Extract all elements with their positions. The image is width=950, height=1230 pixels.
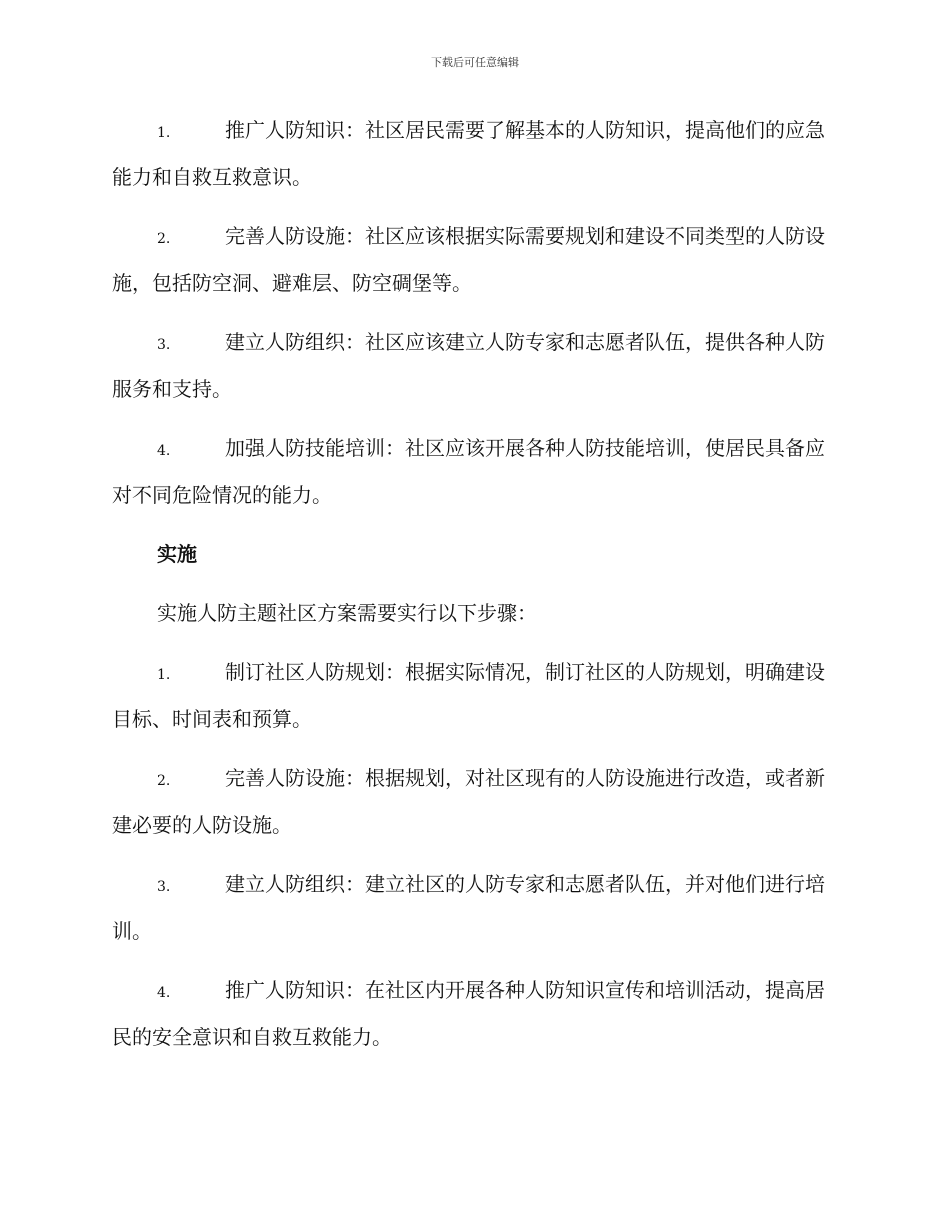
list-number: 3. <box>157 879 171 895</box>
list-text: 加强人防技能培训：社区应该开展各种人防技能培训，使居民具备应对不同危险情况的能力。 <box>112 436 825 507</box>
section-heading: 实施 <box>157 542 197 566</box>
list-item <box>112 756 834 847</box>
list-item <box>112 650 834 741</box>
list-item <box>112 320 834 411</box>
list-item <box>112 862 834 953</box>
list-text: 完善人防设施：根据规划，对社区现有的人防设施进行改造，或者新建必要的人防设施。 <box>112 766 825 837</box>
list-item <box>112 214 834 305</box>
list-text: 完善人防设施：社区应该根据实际需要规划和建设不同类型的人防设施，包括防空洞、避难层、防空碉堡等。 <box>112 224 825 295</box>
list-item <box>112 426 834 517</box>
section-intro: 实施人防主题社区方案需要实行以下步骤： <box>157 601 537 625</box>
list-text: 推广人防知识：社区居民需要了解基本的人防知识，提高他们的应急能力和自救互救意识。 <box>112 118 825 189</box>
list-number: 3. <box>157 337 171 353</box>
page-header: 下载后可任意编辑 <box>431 56 519 69</box>
document-body <box>112 108 834 1074</box>
list-text: 建立人防组织：建立社区的人防专家和志愿者队伍，并对他们进行培训。 <box>112 872 825 943</box>
list-item <box>112 968 834 1059</box>
list-number: 2. <box>157 231 171 247</box>
list-text: 制订社区人防规划：根据实际情况，制订社区的人防规划，明确建设目标、时间表和预算。 <box>112 660 825 731</box>
list-number: 2. <box>157 773 171 789</box>
list-text: 建立人防组织：社区应该建立人防专家和志愿者队伍，提供各种人防服务和支持。 <box>112 330 825 401</box>
list-number: 4. <box>157 443 171 459</box>
list-number: 1. <box>157 667 171 683</box>
list-number: 1. <box>157 125 171 141</box>
list-number: 4. <box>157 985 171 1001</box>
list-item <box>112 108 834 199</box>
list-text: 推广人防知识：在社区内开展各种人防知识宣传和培训活动，提高居民的安全意识和自救互救能力。 <box>112 978 825 1049</box>
